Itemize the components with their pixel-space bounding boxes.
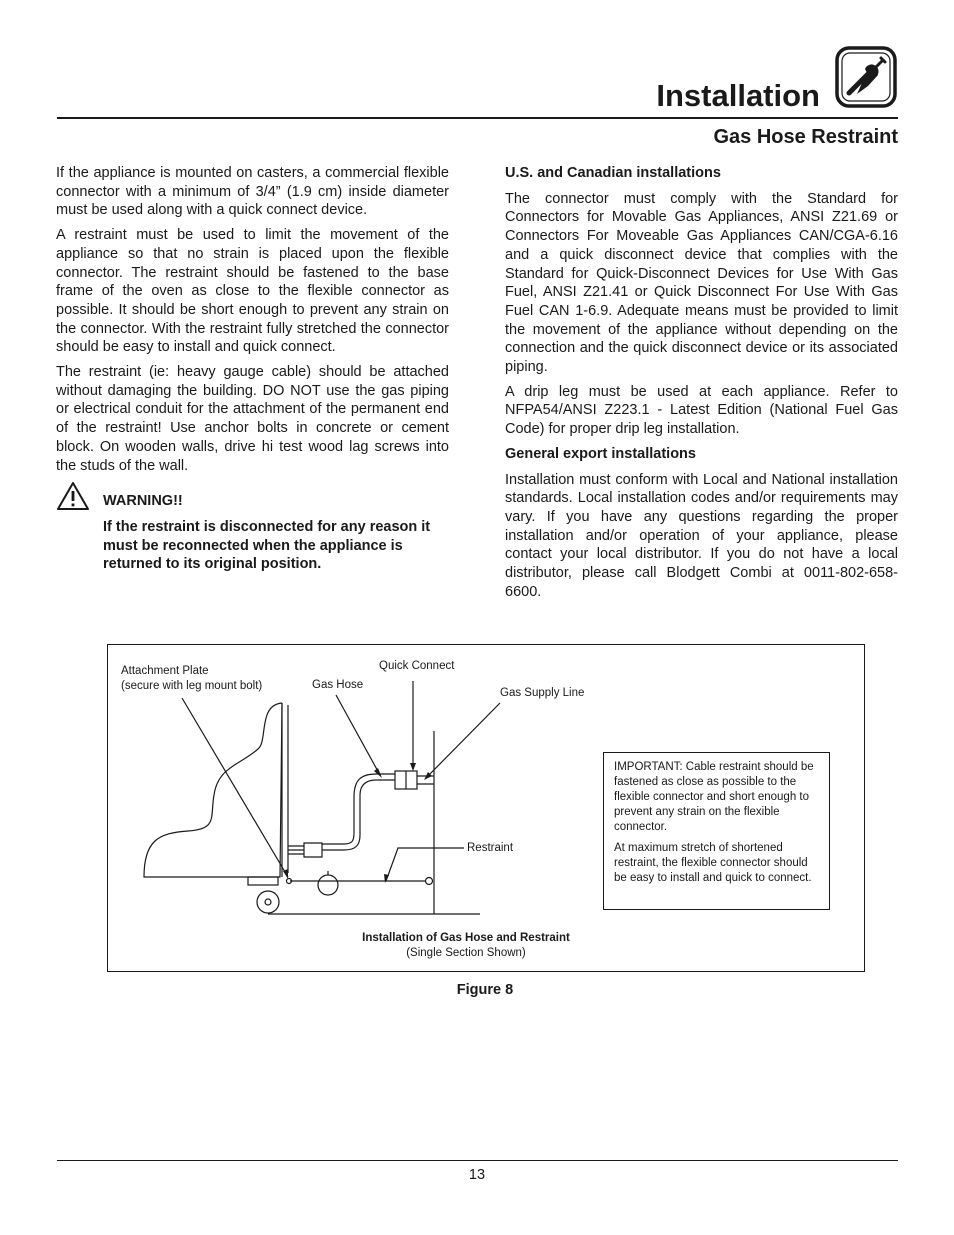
section-title: Gas Hose Restraint [713,126,898,148]
wrench-screwdriver-icon [835,46,897,108]
caster-bracket [248,877,278,885]
figure-caption-subtitle: (Single Section Shown) [406,947,526,959]
export-paragraph: Installation must conform with Local and National installation standards. Local installation codes and/or requirements may vary. If you have any questions regarding the proper installation and/or operation of your appliance, please contact your local distributor. If you do not have a local distributor, please call Blodgett Combi at 0011-802-658-6600. [505,471,898,600]
gas-hose [288,780,395,857]
page-number: 13 [468,1167,486,1183]
header-divider [57,117,898,119]
us-canadian-heading: U.S. and Canadian installations [505,165,721,181]
warning-label: WARNING!! [103,493,183,509]
important-note-2: At maximum stretch of shortened restraint, the flexible connector should be easy to install and quick to connect. [614,842,812,884]
export-heading: General export installations [505,445,696,462]
right-column [505,164,898,607]
appliance-outline [144,703,282,877]
figure-installation-diagram [107,644,865,972]
drip-leg-paragraph: A drip leg must be used at each appliance. Refer to NFPA54/ANSI Z223.1 - Latest Edition (National Fuel Gas Code) for proper drip leg installation. [505,383,898,438]
leader-gas-hose [336,695,380,775]
label-gas-supply-line: Gas Supply Line [500,687,585,699]
important-note-box [603,752,830,910]
leader-attachment-plate [182,698,288,877]
figure-number: Figure 8 [456,982,514,998]
warning-text: If the restraint is disconnected for any reason it must be reconnected when the appliance is returned to its original position. [103,519,431,573]
figure-caption-title: Installation of Gas Hose and Restraint [362,932,570,944]
us-connector-paragraph: The connector must comply with the Standard for Connectors for Movable Gas Appliances, ANSI Z21.69 or Connectors For Moveable Gas Appliances CAN/CGA-6.16 and a quick disconnect device that complies with the Standard for Quick-Disconnect Devices for Use With Gas Fuel, ANSI Z21.41 or Quick Disconnect For Use With Gas Fuel CAN 1-6.9. Adequate means must be provided to limit the movement of the appliance without depending on the connection and the quick disconnect device or its associated piping. [505,190,898,376]
caster-wheel [257,891,279,913]
page-title: Installation [656,78,820,113]
label-quick-connect: Quick Connect [379,660,455,672]
restraint-end-wall [426,878,433,885]
paragraph-restraint: A restraint must be used to limit the movement of the appliance so that no strain is placed upon the flexible connector. The restraint should be fastened to the base frame of the oven as close to the flexible connector as possible. It should be short enough to prevent any strain on the connector. With the restraint fully stretched the connector should be easy to install and quick connect. [56,227,449,356]
drip-leg [318,875,338,895]
label-gas-hose: Gas Hose [312,679,364,691]
important-note-1: IMPORTANT: Cable restraint should be fastened as close as possible to the flexible connector and short enough to prevent any strain on the flexible connector. [614,761,814,833]
leader-gas-supply [426,703,500,778]
warning-triangle-icon [56,481,90,511]
leader-restraint [386,848,464,881]
paragraph-restraint-attachment: The restraint (ie: heavy gauge cable) should be attached without damaging the building. DO NOT use the gas piping or electrical conduit for the attachment of the permanent end of the restraint! Use anchor bolts in concrete or cement block. On wooden walls, drive hi test wood lag screws into the studs of the wall. [56,364,449,474]
footer-divider [57,1160,898,1161]
label-restraint: Restraint [467,842,514,854]
label-attachment-plate: Attachment Plate (secure with leg mount bolt) [121,665,263,692]
figure-caption [108,931,824,961]
left-column [56,164,449,481]
paragraph-casters: If the appliance is mounted on casters, a commercial flexible connector with a minimum of 3/4” (1.9 cm) inside diameter must be used along with a quick connect device. [56,165,449,219]
